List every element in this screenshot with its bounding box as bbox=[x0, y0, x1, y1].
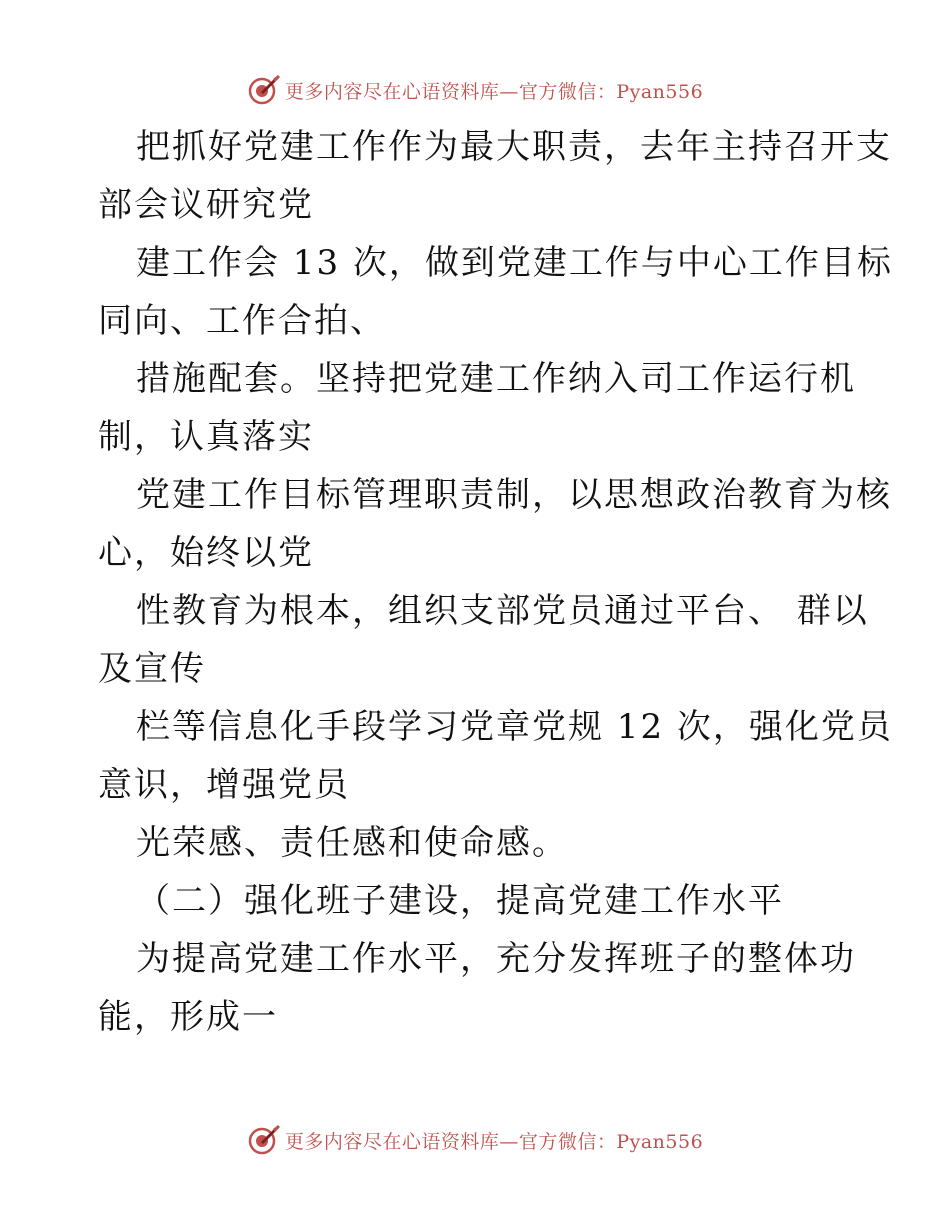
watermark-text: 更多内容尽在心语资料库—官方微信：Pyan556 bbox=[284, 1130, 704, 1153]
text-line: 为提高党建工作水平，充分发挥班子的整体功 bbox=[136, 939, 856, 979]
text-line: 同向、工作合拍、 bbox=[98, 301, 386, 341]
text-line: 心，始终以党 bbox=[98, 533, 314, 573]
footer-watermark bbox=[0, 1120, 950, 1160]
text-line: 把抓好党建工作作为最大职责，去年主持召开支 bbox=[136, 127, 892, 167]
text-line: （二）强化班子建设，提高党建工作水平 bbox=[136, 881, 784, 921]
text-line: 能，形成一 bbox=[98, 997, 278, 1037]
quill-logo-icon bbox=[247, 73, 281, 107]
text-line: 栏等信息化手段学习党章党规 12 次，强化党员 bbox=[136, 707, 893, 747]
document-body bbox=[98, 118, 893, 1046]
text-line: 及宣传 bbox=[98, 649, 206, 689]
text-line: 性教育为根本，组织支部党员通过平台、 群以 bbox=[136, 591, 869, 631]
text-line: 光荣感、责任感和使命感。 bbox=[136, 823, 568, 863]
text-line: 制，认真落实 bbox=[98, 417, 314, 457]
text-line: 部会议研究党 bbox=[98, 185, 314, 225]
header-watermark bbox=[0, 70, 950, 110]
quill-logo-icon bbox=[247, 1123, 281, 1157]
text-line: 意识，增强党员 bbox=[98, 765, 350, 805]
text-line: 党建工作目标管理职责制，以思想政治教育为核 bbox=[136, 475, 892, 515]
text-line: 建工作会 13 次，做到党建工作与中心工作目标 bbox=[136, 243, 893, 283]
watermark-text: 更多内容尽在心语资料库—官方微信：Pyan556 bbox=[284, 80, 704, 103]
text-line: 措施配套。坚持把党建工作纳入司工作运行机 bbox=[136, 359, 856, 399]
